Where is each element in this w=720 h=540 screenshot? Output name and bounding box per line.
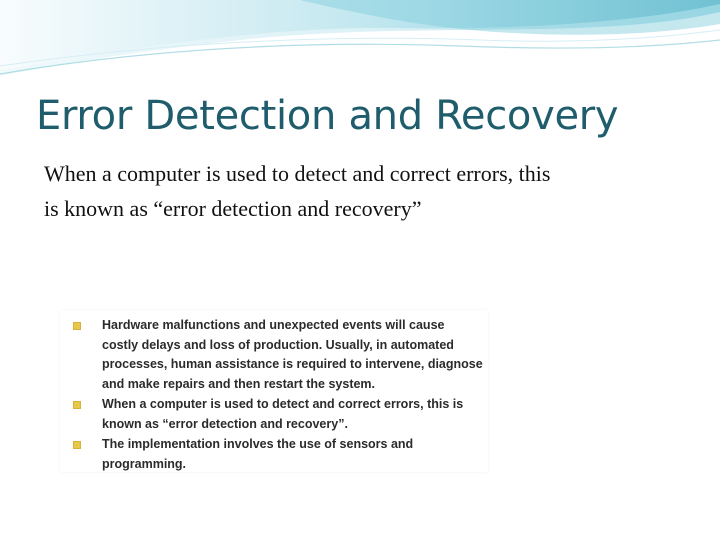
square-bullet-icon (73, 322, 81, 330)
slide-body-text: When a computer is used to detect and correct errors, this is known as “error detection and recovery” (44, 161, 551, 221)
bullet-excerpt-image (60, 310, 488, 472)
bullet-text: When a computer is used to detect and correct errors, this is known as “error detection and recovery”. (102, 397, 464, 431)
bullet-text: Hardware malfunctions and unexpected events will cause costly delays and loss of production. Usually, in automated processes, human assistance is required to intervene, diagnose and make repairs and then restart the system. (102, 318, 483, 391)
bullet-item (60, 316, 484, 394)
decorative-swoosh (0, 0, 720, 90)
slide-title: Error Detection and Recovery (36, 93, 619, 139)
bullet-item (60, 395, 484, 434)
bullet-list (60, 310, 488, 474)
bullet-item (60, 435, 484, 474)
square-bullet-icon (73, 401, 81, 409)
square-bullet-icon (73, 441, 81, 449)
bullet-text: The implementation involves the use of sensors and programming. (102, 437, 414, 471)
